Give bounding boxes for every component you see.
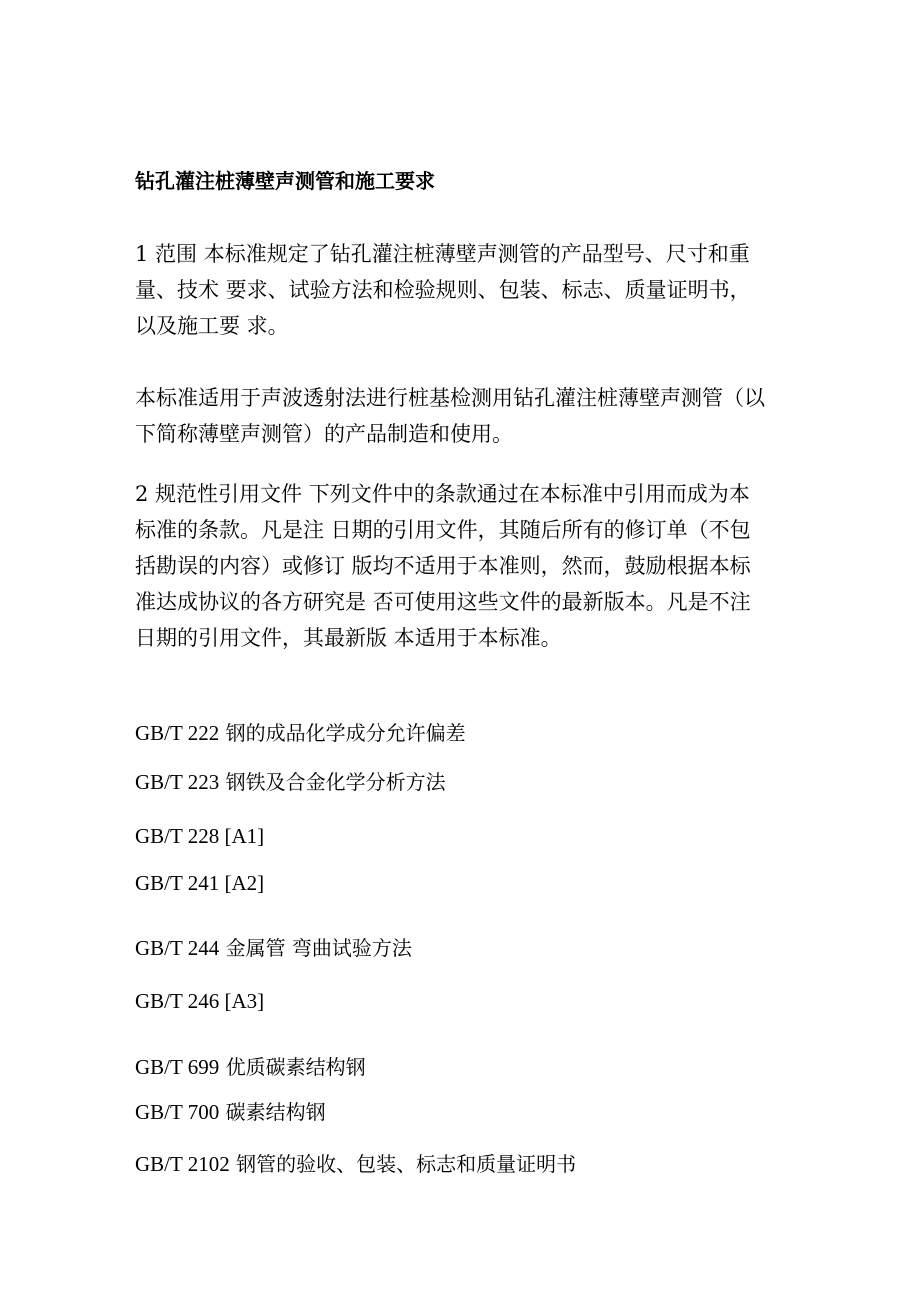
reference-item xyxy=(135,986,264,1016)
reference-code: GB/T 699 xyxy=(135,1055,220,1079)
reference-code: GB/T 222 xyxy=(135,721,220,745)
reference-title: [A3] xyxy=(219,989,265,1013)
reference-code: GB/T 246 xyxy=(135,989,220,1013)
paragraph-line: 括勘误的内容）或修订 版均不适用于本准则，然而，鼓励根据本标 xyxy=(135,554,751,578)
reference-code: GB/T 2102 xyxy=(135,1152,230,1176)
paragraph-line: 以及施工要 求。 xyxy=(135,314,289,338)
reference-item xyxy=(135,718,466,748)
normative-references-paragraph xyxy=(135,476,785,656)
reference-code: GB/T 244 xyxy=(135,936,220,960)
reference-title: 钢管的验收、包装、标志和质量证明书 xyxy=(229,1152,577,1176)
reference-item xyxy=(135,821,264,851)
paragraph-line: 本标准适用于声波透射法进行桩基检测用钻孔灌注桩薄壁声测管（以 xyxy=(135,386,765,410)
paragraph-line: 1 范围 本标准规定了钻孔灌注桩薄壁声测管的产品型号、尺寸和重 xyxy=(135,242,750,266)
reference-code: GB/T 223 xyxy=(135,770,220,794)
document-title: 钻孔灌注桩薄壁声测管和施工要求 xyxy=(135,169,435,193)
paragraph-line: 量、技术 要求、试验方法和检验规则、包装、标志、质量证明书， xyxy=(135,278,751,302)
paragraph-line: 2 规范性引用文件 下列文件中的条款通过在本标准中引用而成为本 xyxy=(135,482,750,506)
reference-title: 钢的成品化学成分允许偏差 xyxy=(219,721,466,745)
scope-paragraph xyxy=(135,236,785,344)
paragraph-line: 标准的条款。凡是注 日期的引用文件，其随后所有的修订单（不包 xyxy=(135,518,751,542)
reference-item xyxy=(135,868,264,898)
reference-code: GB/T 700 xyxy=(135,1100,220,1124)
reference-item xyxy=(135,767,446,797)
reference-title: [A1] xyxy=(219,824,265,848)
reference-title: 优质碳素结构钢 xyxy=(219,1055,366,1079)
reference-title: 金属管 弯曲试验方法 xyxy=(219,936,412,960)
reference-title: 钢铁及合金化学分析方法 xyxy=(219,770,446,794)
reference-item xyxy=(135,1052,366,1082)
reference-code: GB/T 228 xyxy=(135,824,220,848)
paragraph-line: 下简称薄壁声测管）的产品制造和使用。 xyxy=(135,422,513,446)
reference-item xyxy=(135,1149,576,1179)
reference-item xyxy=(135,1097,326,1127)
paragraph-line: 准达成协议的各方研究是 否可使用这些文件的最新版本。凡是不注 xyxy=(135,590,751,614)
applicability-paragraph xyxy=(135,380,785,452)
reference-item xyxy=(135,933,412,963)
paragraph-line: 日期的引用文件，其最新版 本适用于本标准。 xyxy=(135,626,562,650)
reference-title: 碳素结构钢 xyxy=(219,1100,326,1124)
reference-code: GB/T 241 xyxy=(135,871,220,895)
reference-title: [A2] xyxy=(219,871,265,895)
